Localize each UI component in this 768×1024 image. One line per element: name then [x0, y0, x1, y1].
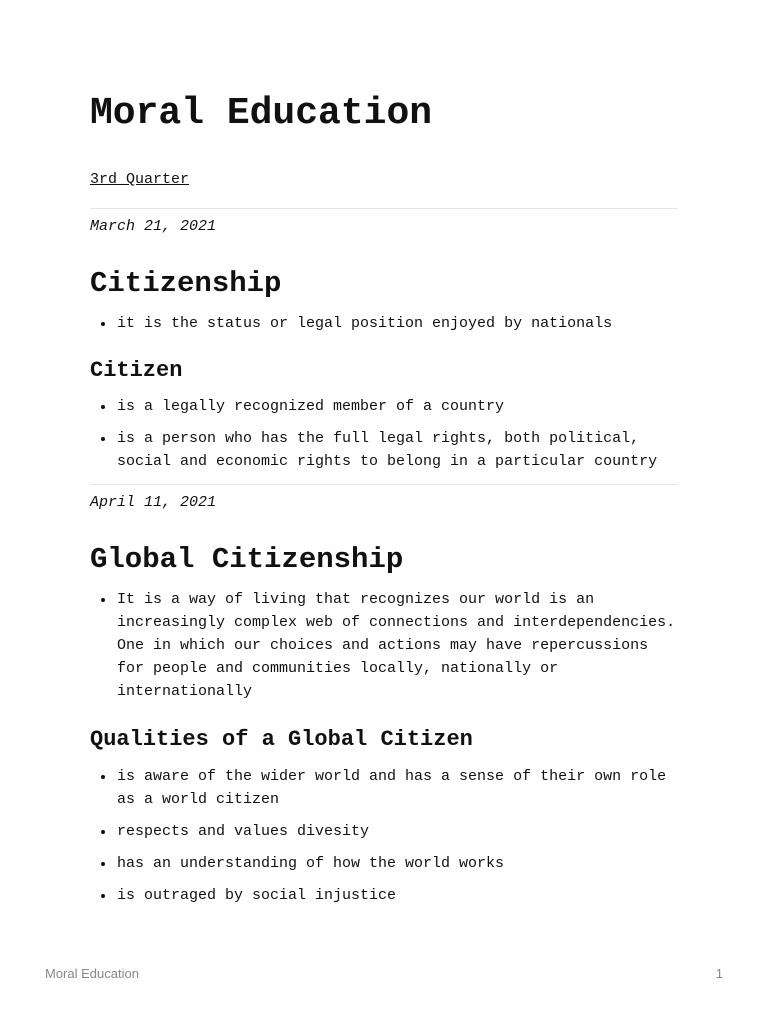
- divider: [90, 208, 678, 209]
- section-heading-global-citizenship: Global Citizenship: [90, 543, 404, 576]
- section-heading-citizen: Citizen: [90, 358, 183, 383]
- page-title: Moral Education: [90, 92, 433, 135]
- list-item: is a legally recognized member of a country: [90, 395, 678, 418]
- bullet-list: [90, 395, 678, 482]
- page-number: 1: [715, 966, 723, 981]
- subtitle-link[interactable]: 3rd Quarter: [90, 171, 190, 188]
- list-item: is aware of the wider world and has a sense of their own role as a world citizen: [90, 765, 678, 811]
- entry-date: March 21, 2021: [90, 218, 217, 235]
- bullet-list: [90, 312, 678, 344]
- bullet-list: [90, 765, 678, 916]
- footer-title: Moral Education: [45, 966, 139, 981]
- list-item: respects and values divesity: [90, 820, 678, 843]
- list-item: has an understanding of how the world works: [90, 852, 678, 875]
- list-item: is a person who has the full legal rights, both political, social and economic rights to belong in a particular country: [90, 427, 678, 473]
- section-heading-citizenship: Citizenship: [90, 267, 282, 300]
- list-item: it is the status or legal position enjoyed by nationals: [90, 312, 678, 335]
- bullet-list: [90, 588, 678, 712]
- entry-date: April 11, 2021: [90, 494, 217, 511]
- divider: [90, 484, 678, 485]
- section-heading-qualities: Qualities of a Global Citizen: [90, 727, 473, 752]
- list-item: It is a way of living that recognizes our world is an increasingly complex web of connections and interdependencies. One in which our choices and actions may have repercussions for people and communities locally, nationally or internationally: [90, 588, 678, 703]
- list-item: is outraged by social injustice: [90, 884, 678, 907]
